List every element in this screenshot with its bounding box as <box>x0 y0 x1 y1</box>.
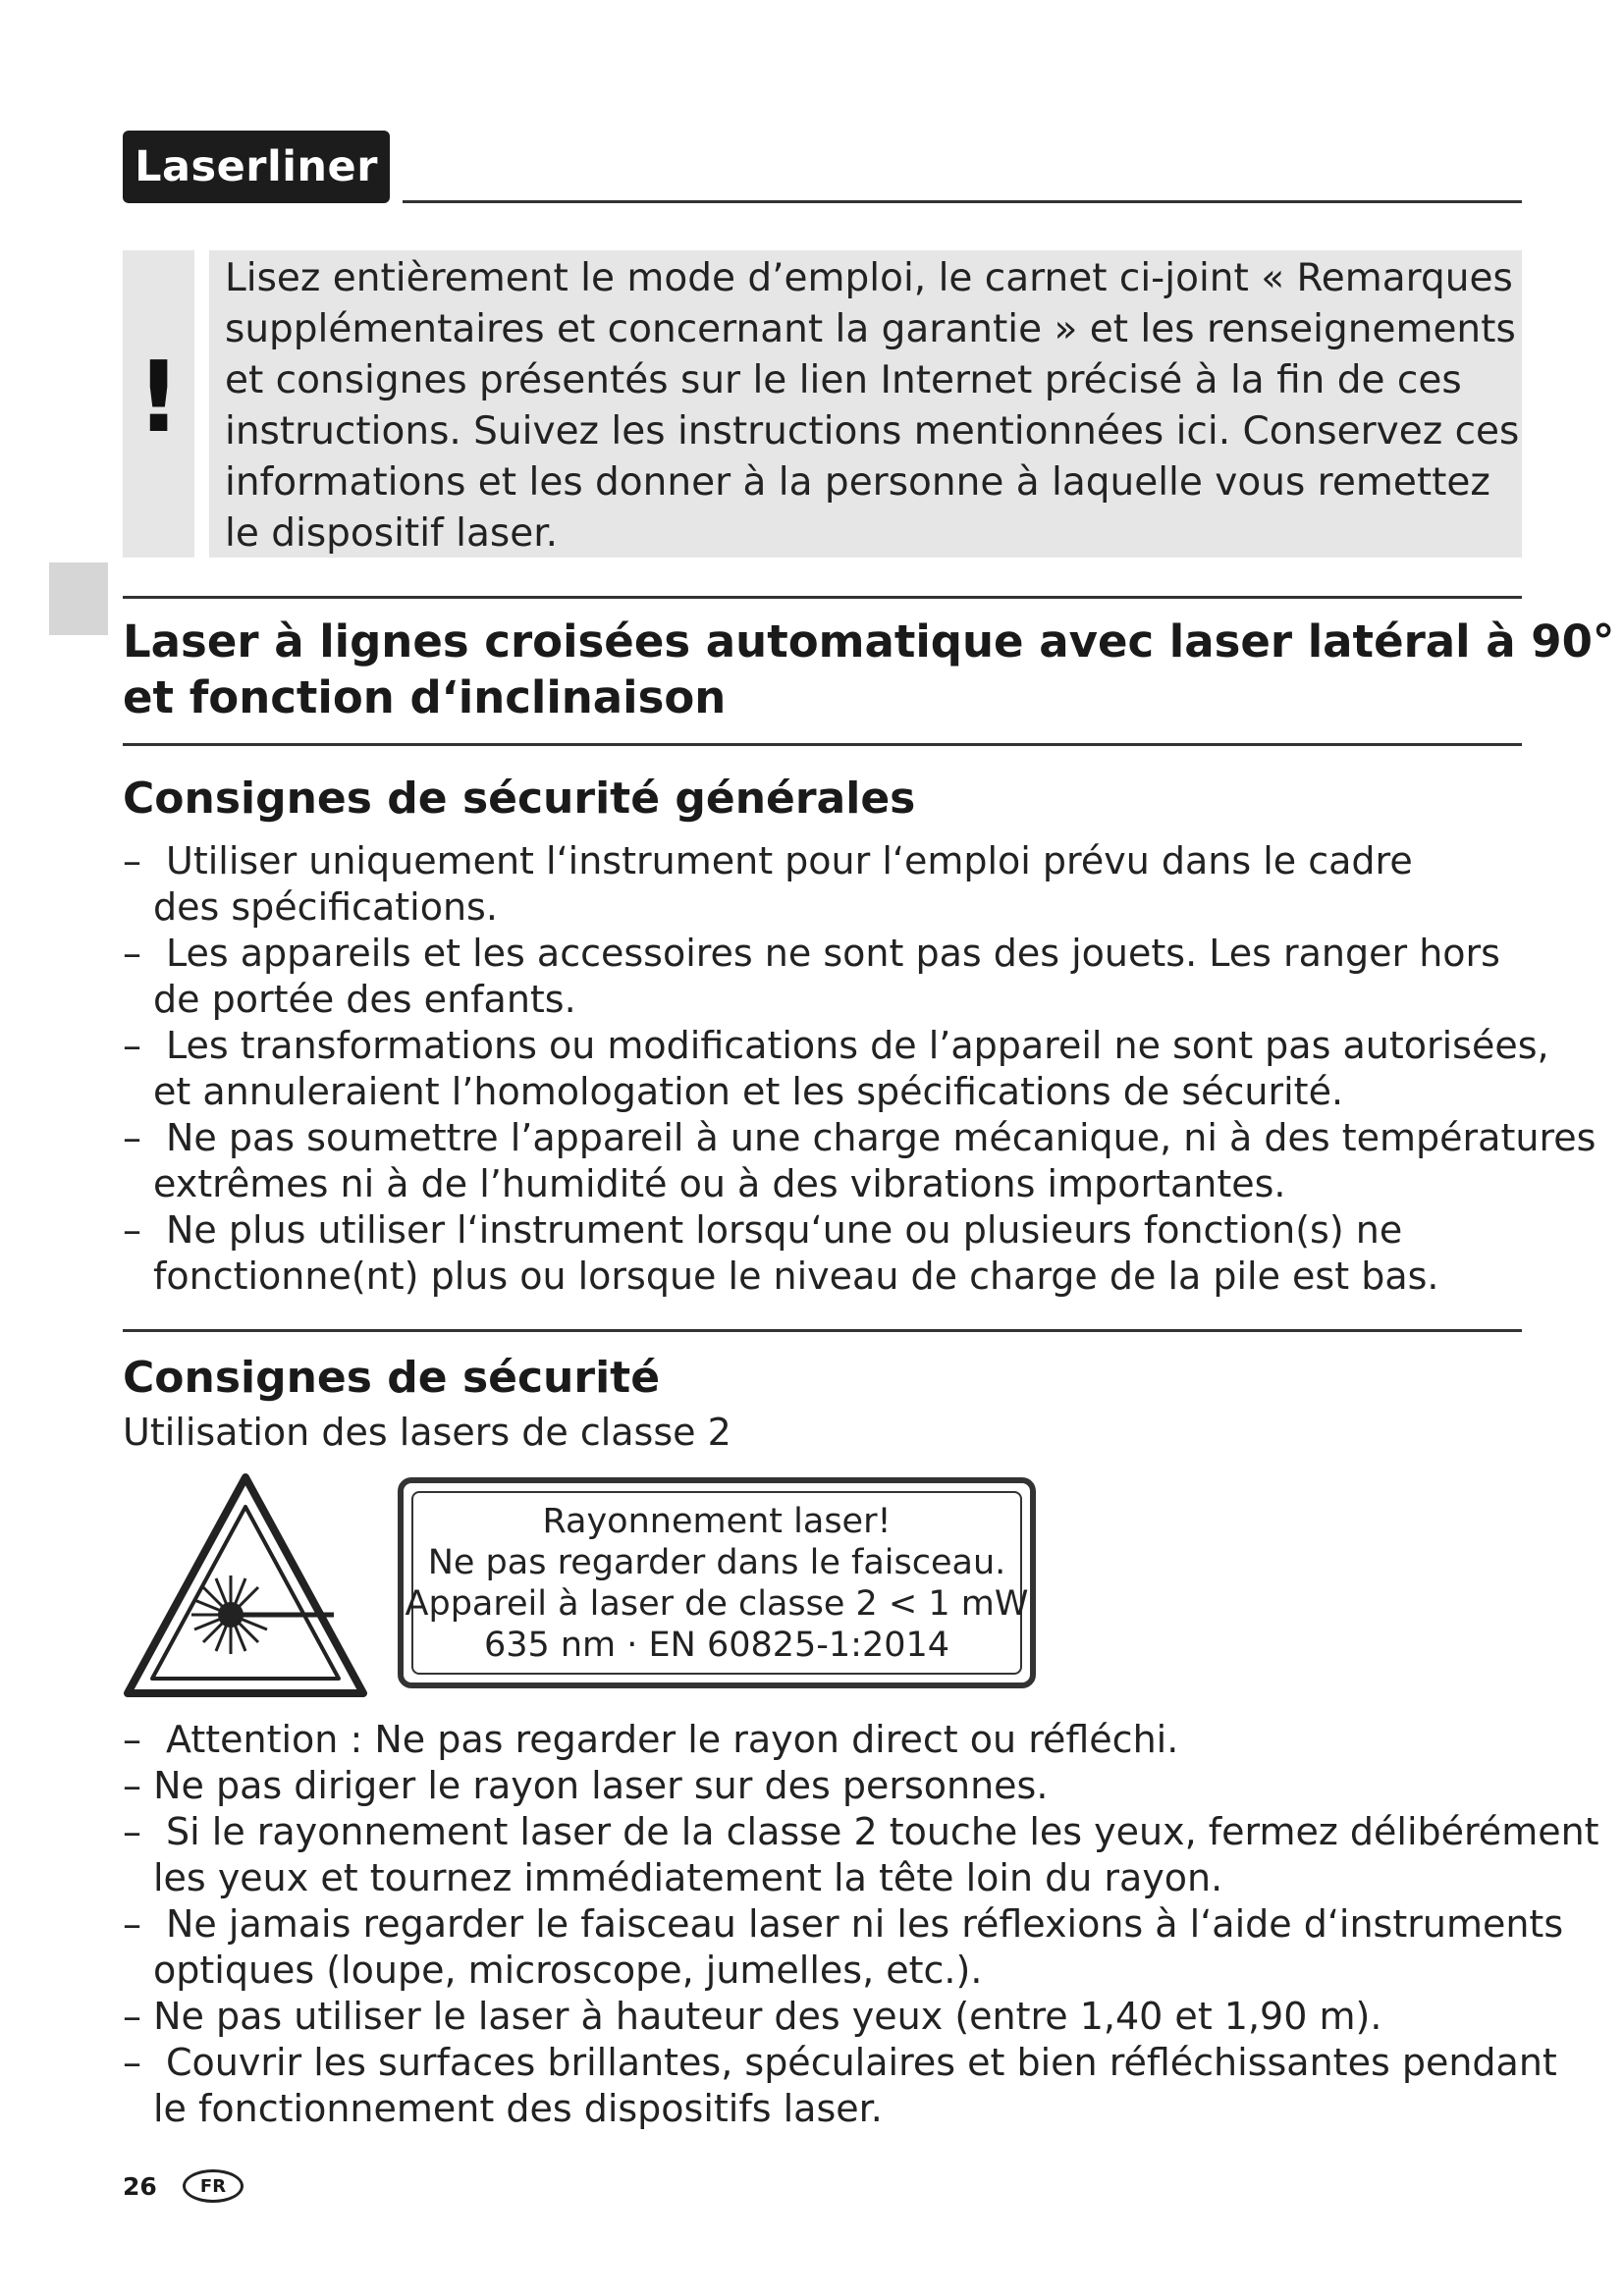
list-item: – Ne pas diriger le rayon laser sur des personnes. <box>123 1764 1049 1807</box>
notice-line: instructions. Suivez les instructions mentionnées ici. Conservez ces <box>225 409 1520 454</box>
page-title <box>123 614 1614 725</box>
list-item-cont: de portée des enfants. <box>153 978 576 1021</box>
list-item: – Ne plus utiliser l‘instrument lorsqu‘une ou plusieurs fonction(s) ne <box>123 1208 1403 1252</box>
title-line-1: Laser à lignes croisées automatique avec laser latéral à 90° <box>123 615 1615 667</box>
divider <box>123 1329 1522 1332</box>
page-number: 26 <box>123 2172 157 2201</box>
laser-safety-list <box>123 1717 1599 2132</box>
general-safety-list <box>123 838 1596 1300</box>
list-item-cont: le fonctionnement des dispositifs laser. <box>153 2087 883 2130</box>
language-badge: FR <box>183 2169 244 2203</box>
list-item-cont: extrêmes ni à de l’humidité ou à des vibrations importantes. <box>153 1162 1286 1205</box>
list-item: – Ne jamais regarder le faisceau laser ni les réflexions à l‘aide d‘instruments <box>123 1902 1564 1946</box>
brand-logo: Laserliner <box>123 131 390 203</box>
divider <box>123 596 1522 599</box>
notice-line: Lisez entièrement le mode d’emploi, le carnet ci-joint « Remarques <box>225 256 1513 300</box>
list-item: – Ne pas utiliser le laser à hauteur des yeux (entre 1,40 et 1,90 m). <box>123 1995 1382 2038</box>
notice-text <box>225 253 1519 560</box>
list-item-cont: optiques (loupe, microscope, jumelles, etc.). <box>153 1949 983 1992</box>
list-item: – Ne pas soumettre l’appareil à une charge mécanique, ni à des températures <box>123 1116 1597 1159</box>
list-item-cont: fonctionne(nt) plus ou lorsque le niveau de charge de la pile est bas. <box>153 1255 1439 1298</box>
list-item: – Si le rayonnement laser de la classe 2 touche les yeux, fermez délibérément <box>123 1810 1599 1853</box>
list-item: – Les transformations ou modifications de l’appareil ne sont pas autorisées, <box>123 1024 1549 1067</box>
label-line: Rayonnement laser! <box>542 1501 892 1541</box>
notice-line: informations et les donner à la personne à laquelle vous remettez <box>225 460 1490 505</box>
general-safety-heading: Consignes de sécurité générales <box>123 774 916 824</box>
side-tab <box>49 562 108 635</box>
list-item: – Attention : Ne pas regarder le rayon direct ou réfléchi. <box>123 1718 1179 1761</box>
laser-warning-label-inner <box>405 1491 1029 1675</box>
laser-warning-triangle-icon <box>123 1472 368 1698</box>
notice-line: et consignes présentés sur le lien Internet précisé à la fin de ces <box>225 358 1462 402</box>
title-line-2: et fonction d‘inclinaison <box>123 671 727 723</box>
list-item: – Couvrir les surfaces brillantes, spéculaires et bien réfléchissantes pendant <box>123 2041 1557 2084</box>
header-rule <box>403 200 1522 203</box>
divider <box>123 743 1522 746</box>
list-item: – Les appareils et les accessoires ne sont pas des jouets. Les ranger hors <box>123 932 1500 975</box>
list-item-cont: et annuleraient l’homologation et les spécifications de sécurité. <box>153 1070 1344 1113</box>
exclamation-icon: ! <box>135 340 182 454</box>
list-item-cont: des spécifications. <box>153 885 498 929</box>
laser-safety-subheading: Utilisation des lasers de classe 2 <box>123 1411 731 1454</box>
notice-line: le dispositif laser. <box>225 511 559 556</box>
label-line: 635 nm · EN 60825-1:2014 <box>483 1625 950 1665</box>
label-line: Appareil à laser de classe 2 < 1 mW <box>405 1583 1029 1624</box>
laser-safety-heading: Consignes de sécurité <box>123 1353 661 1403</box>
notice-line: supplémentaires et concernant la garantie » et les renseignements <box>225 307 1516 351</box>
list-item-cont: les yeux et tournez immédiatement la tête loin du rayon. <box>153 1856 1223 1899</box>
laser-warning-label <box>398 1477 1036 1688</box>
label-line: Ne pas regarder dans le faisceau. <box>427 1542 1006 1582</box>
list-item: – Utiliser uniquement l‘instrument pour l‘emploi prévu dans le cadre <box>123 839 1413 882</box>
